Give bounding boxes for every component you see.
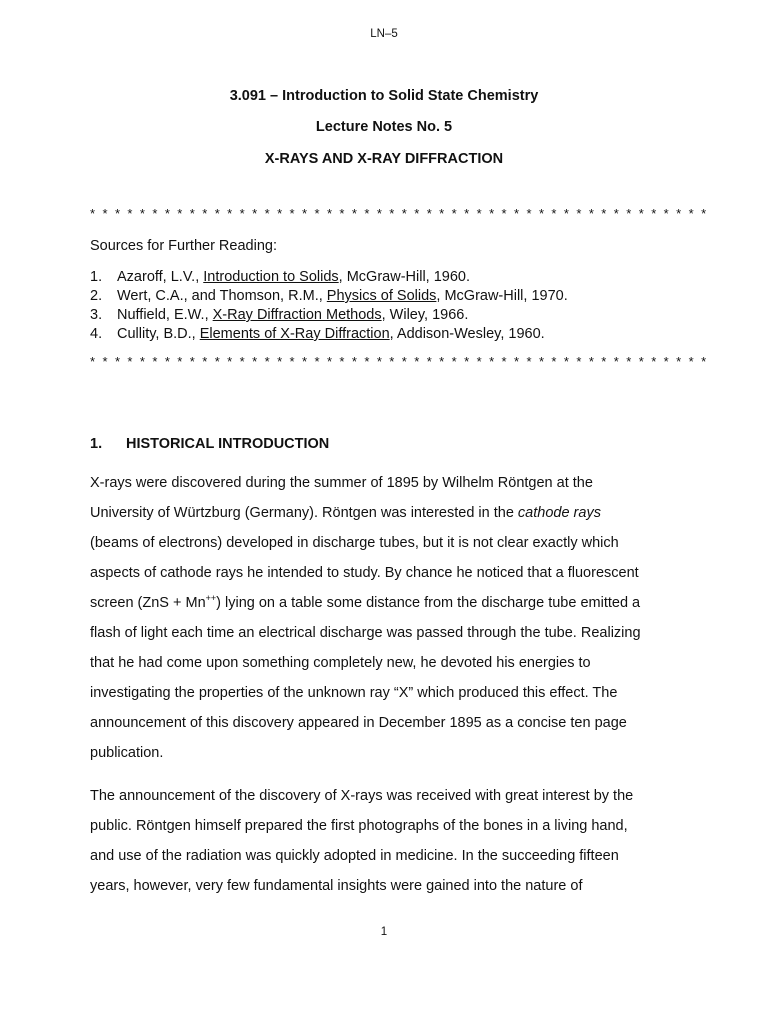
paragraph-line: investigating the properties of the unknown ray “X” which produced this effect. The [90,685,618,701]
reference-authors: Azaroff, L.V., [117,269,204,285]
paragraph-line: flash of light each time an electrical discharge was passed through the tube. Realizing [90,625,641,641]
reference-number: 3. [90,307,103,323]
reference-item [90,306,568,325]
paragraph-text: screen (ZnS + Mn [90,595,206,611]
paragraph-line: (beams of electrons) developed in discharge tubes, but it is not clear exactly which [90,535,619,551]
lecture-number: Lecture Notes No. 5 [315,119,453,135]
paragraph-line: aspects of cathode rays he intended to study. By chance he noticed that a fluorescent [90,565,639,581]
paragraph-line: years, however, very few fundamental insights were gained into the nature of [90,878,583,894]
superscript-charge: ++ [205,593,217,604]
reference-publisher: , McGraw-Hill, 1960. [338,269,471,285]
paragraph-text: University of Würtzburg (Germany). Röntgen was interested in the [90,505,518,521]
reference-title: Physics of Solids [326,288,437,304]
paragraph-line [90,498,690,528]
reference-publisher: , McGraw-Hill, 1970. [436,288,568,304]
section-heading [90,436,329,452]
reference-authors: Nuffield, E.W., [117,307,213,323]
body-paragraph-2 [90,781,690,901]
topic-title: X-RAYS AND X-RAY DIFFRACTION [264,151,504,167]
reference-list [90,268,568,344]
section-number: 1. [90,436,103,452]
reference-number: 2. [90,288,103,304]
reference-authors: Cullity, B.D., [117,326,200,342]
paragraph-line: and use of the radiation was quickly adopted in medicine. In the succeeding fifteen [90,848,619,864]
sources-label: Sources for Further Reading: [90,238,277,254]
paragraph-line: announcement of this discovery appeared in December 1895 as a concise ten page [90,715,627,731]
cathode-rays-emphasis: cathode rays [517,505,601,521]
paragraph-line: public. Röntgen himself prepared the first photographs of the bones in a living hand, [90,818,628,834]
reference-number: 4. [90,326,103,342]
paragraph-line: publication. [90,745,164,761]
paragraph-line: that he had come upon something completely new, he devoted his energies to [90,655,591,671]
reference-authors: Wert, C.A., and Thomson, R.M., [117,288,327,304]
course-title: 3.091 – Introduction to Solid State Chemistry [229,88,539,104]
reference-publisher: , Addison-Wesley, 1960. [389,326,545,342]
reference-item [90,268,568,287]
reference-title: Elements of X-Ray Diffraction [199,326,390,342]
reference-publisher: , Wiley, 1966. [381,307,469,323]
asterisk-divider-bottom: * * * * * * * * * * * * * * * * * * * * * * * * * * * * * * * * * * * * * * * * * * * * * * * * * * [90,354,709,369]
paragraph-text: ) lying on a table some distance from the discharge tube emitted a [216,595,641,611]
paragraph-line: X-rays were discovered during the summer of 1895 by Wilhelm Röntgen at the [90,475,593,491]
paragraph-line [90,588,690,618]
page-number: 1 [380,926,388,938]
reference-title: X-Ray Diffraction Methods [212,307,382,323]
paragraph-line: The announcement of the discovery of X-rays was received with great interest by the [90,788,634,804]
reference-item [90,287,568,306]
asterisk-divider-top: * * * * * * * * * * * * * * * * * * * * * * * * * * * * * * * * * * * * * * * * * * * * * * * * * * [90,206,709,221]
page-header-code: LN–5 [370,28,398,40]
body-paragraph-1 [90,468,690,768]
section-title: HISTORICAL INTRODUCTION [126,436,330,452]
reference-title: Introduction to Solids [203,269,339,285]
reference-item [90,325,568,344]
reference-number: 1. [90,269,103,285]
